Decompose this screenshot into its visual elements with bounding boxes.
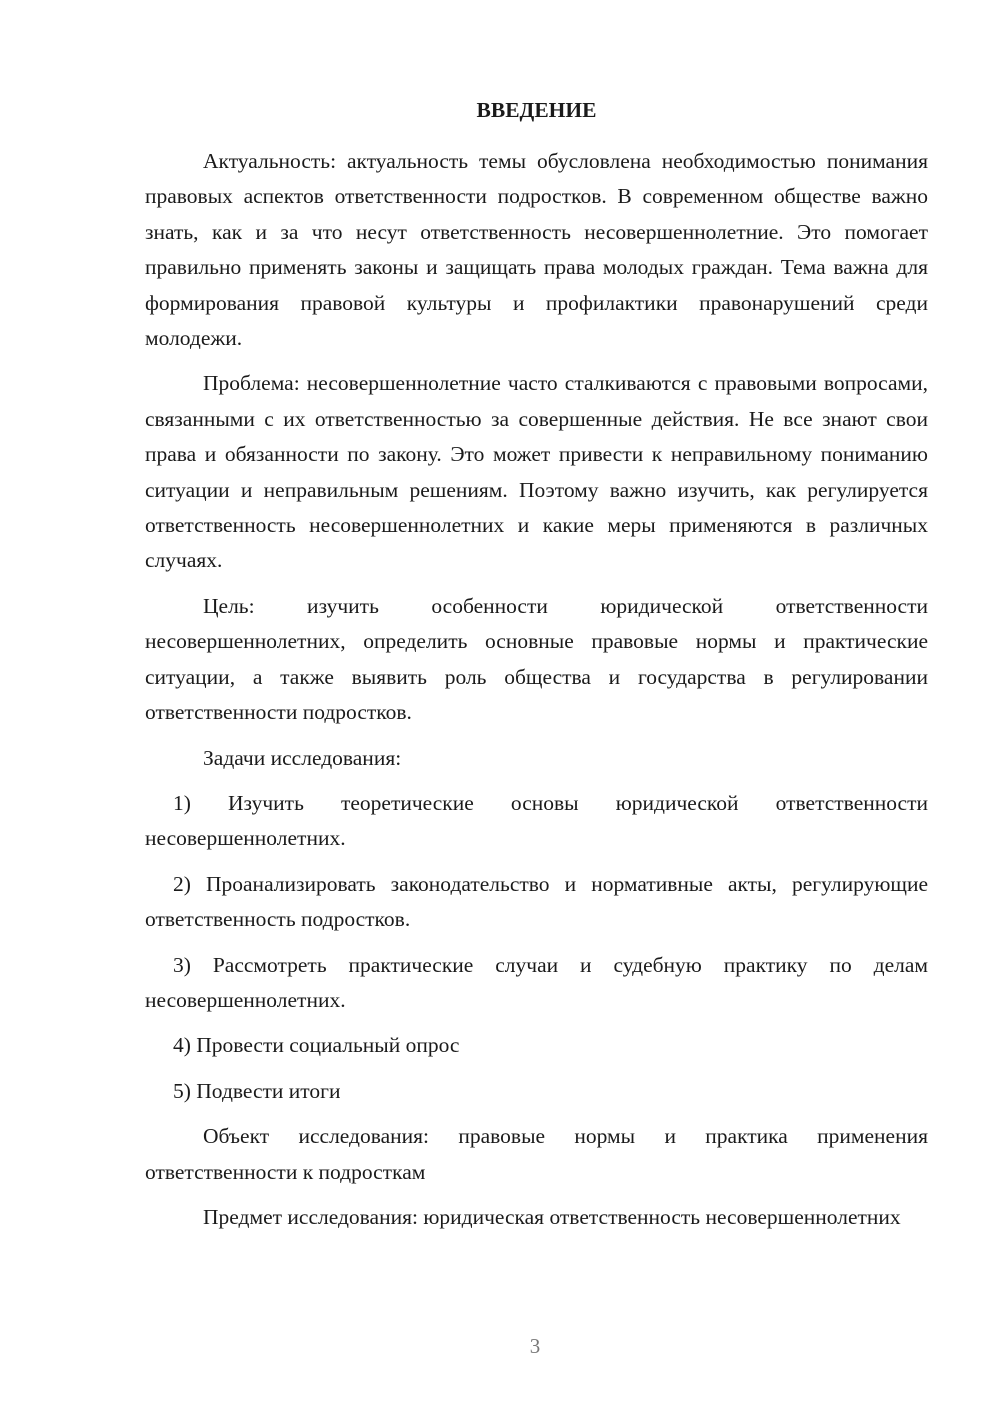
task-list-item: 4) Провести социальный опрос	[173, 1033, 460, 1058]
problem-paragraph: Проблема: несовершеннолетние часто сталкиваются с правовыми вопросами, связанными с их ответственностью за совершенные действия. Не все знают свои права и обязанности по закону. Это может привести к неправильному пониманию ситуации и неправильным решениям. Поэтому важно изучить, как регулируется ответственность несовершеннолетних и какие меры применяются в различных случаях.	[145, 371, 928, 573]
relevance-paragraph: Актуальность: актуальность темы обусловлена необходимостью понимания правовых аспектов ответственности подростков. В современном обществе важно знать, как и за что несут ответственность несовершеннолетние. Это помогает правильно применять законы и защищать права молодых граждан. Тема важна для формирования правовой культуры и профилактики правонарушений среди молодежи.	[145, 149, 928, 351]
subject-paragraph: Предмет исследования: юридическая ответственность несовершеннолетних	[203, 1204, 901, 1229]
task-list-item: 1) Изучить теоретические основы юридической ответственности несовершеннолетних.	[145, 790, 928, 851]
page-content	[145, 92, 928, 1245]
tasks-heading: Задачи исследования:	[203, 745, 402, 770]
task-list-item: 3) Рассмотреть практические случаи и судебную практику по делам несовершеннолетних.	[145, 952, 928, 1012]
task-list-item: 2) Проанализировать законодательство и нормативные акты, регулирующие ответственность подростков.	[145, 871, 928, 932]
goal-paragraph: Цель: изучить особенности юридической ответственности несовершеннолетних, определить основные правовые нормы и практические ситуации, а также выявить роль общества и государства в регулировании ответственности подростков.	[145, 593, 928, 725]
object-paragraph: Объект исследования: правовые нормы и практика применения ответственности к подросткам	[145, 1124, 928, 1184]
page-title: ВВЕДЕНИЕ	[476, 98, 597, 122]
task-list-item: 5) Подвести итоги	[173, 1078, 341, 1103]
page-number: 3	[529, 1334, 541, 1358]
